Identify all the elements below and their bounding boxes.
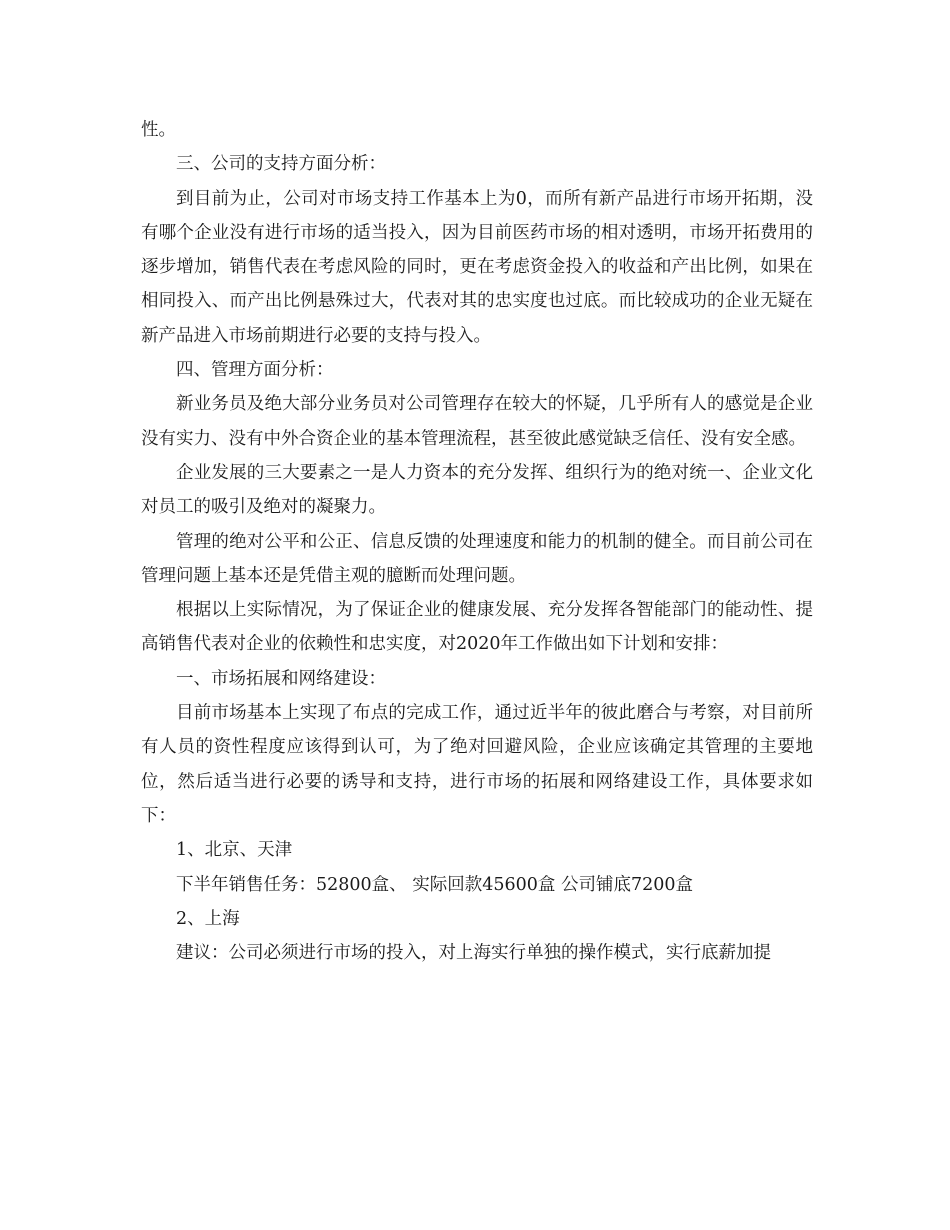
paragraph-continuation: 性。 bbox=[141, 120, 176, 140]
section-heading-support: 三、公司的支持方面分析： bbox=[176, 154, 386, 175]
paragraph-shanghai-suggestion: 建议：公司必须进行市场的投入，对上海实行单独的操作模式，实行底薪加提 bbox=[176, 943, 771, 964]
paragraph-management-doubt: 新业务员及绝大部分业务员对公司管理存在较大的怀疑，几乎所有人的感觉是企业没有实力、没有中外合资企业的基本管理流程，甚至彼此感觉缺乏信任、没有安全感。 bbox=[141, 394, 813, 449]
paragraph-support-analysis: 到目前为止，公司对市场支持工作基本上为0，而所有新产品进行市场开拓期，没有哪个企业没有进行市场的适当投入，因为目前医药市场的相对透明，市场开拓费用的逐步增加，销售代表在考虑风险的同时，更在考虑资金投入的收益和产出比例，如果在相同投入、而产出比例悬殊过大，代表对其的忠实度也过底。而比较成功的企业无疑在新产品进入市场前期进行必要的支持与投入。 bbox=[141, 188, 813, 346]
paragraph-management-elements: 企业发展的三大要素之一是人力资本的充分发挥、组织行为的绝对统一、企业文化对员工的吸引及绝对的凝聚力。 bbox=[141, 462, 813, 518]
list-item-shanghai: 2、上海 bbox=[176, 908, 240, 929]
paragraph-beijing-tianjin-targets: 下半年销售任务：52800盒、 实际回款45600盒 公司铺底7200盒 bbox=[176, 874, 694, 895]
document-page bbox=[141, 113, 813, 970]
section-heading-management: 四、管理方面分析： bbox=[176, 360, 334, 381]
paragraph-management-fairness: 管理的绝对公平和公正、信息反馈的处理速度和能力的机制的健全。而目前公司在管理问题上基本还是凭借主观的臆断而处理问题。 bbox=[141, 531, 813, 586]
paragraph-market-expansion: 目前市场基本上实现了布点的完成工作，通过近半年的彼此磨合与考察，对目前所有人员的资性程度应该得到认可，为了绝对回避风险，企业应该确定其管理的主要地位，然后适当进行必要的诱导和支持，进行市场的拓展和网络建设工作，具体要求如下： bbox=[141, 703, 813, 826]
list-item-beijing-tianjin: 1、北京、天津 bbox=[176, 840, 293, 861]
section-heading-market-expansion: 一、市场拓展和网络建设： bbox=[176, 668, 386, 689]
paragraph-plan-intro: 根据以上实际情况，为了保证企业的健康发展、充分发挥各智能部门的能动性、提高销售代表对企业的依赖性和忠实度，对2020年工作做出如下计划和安排： bbox=[141, 600, 813, 655]
